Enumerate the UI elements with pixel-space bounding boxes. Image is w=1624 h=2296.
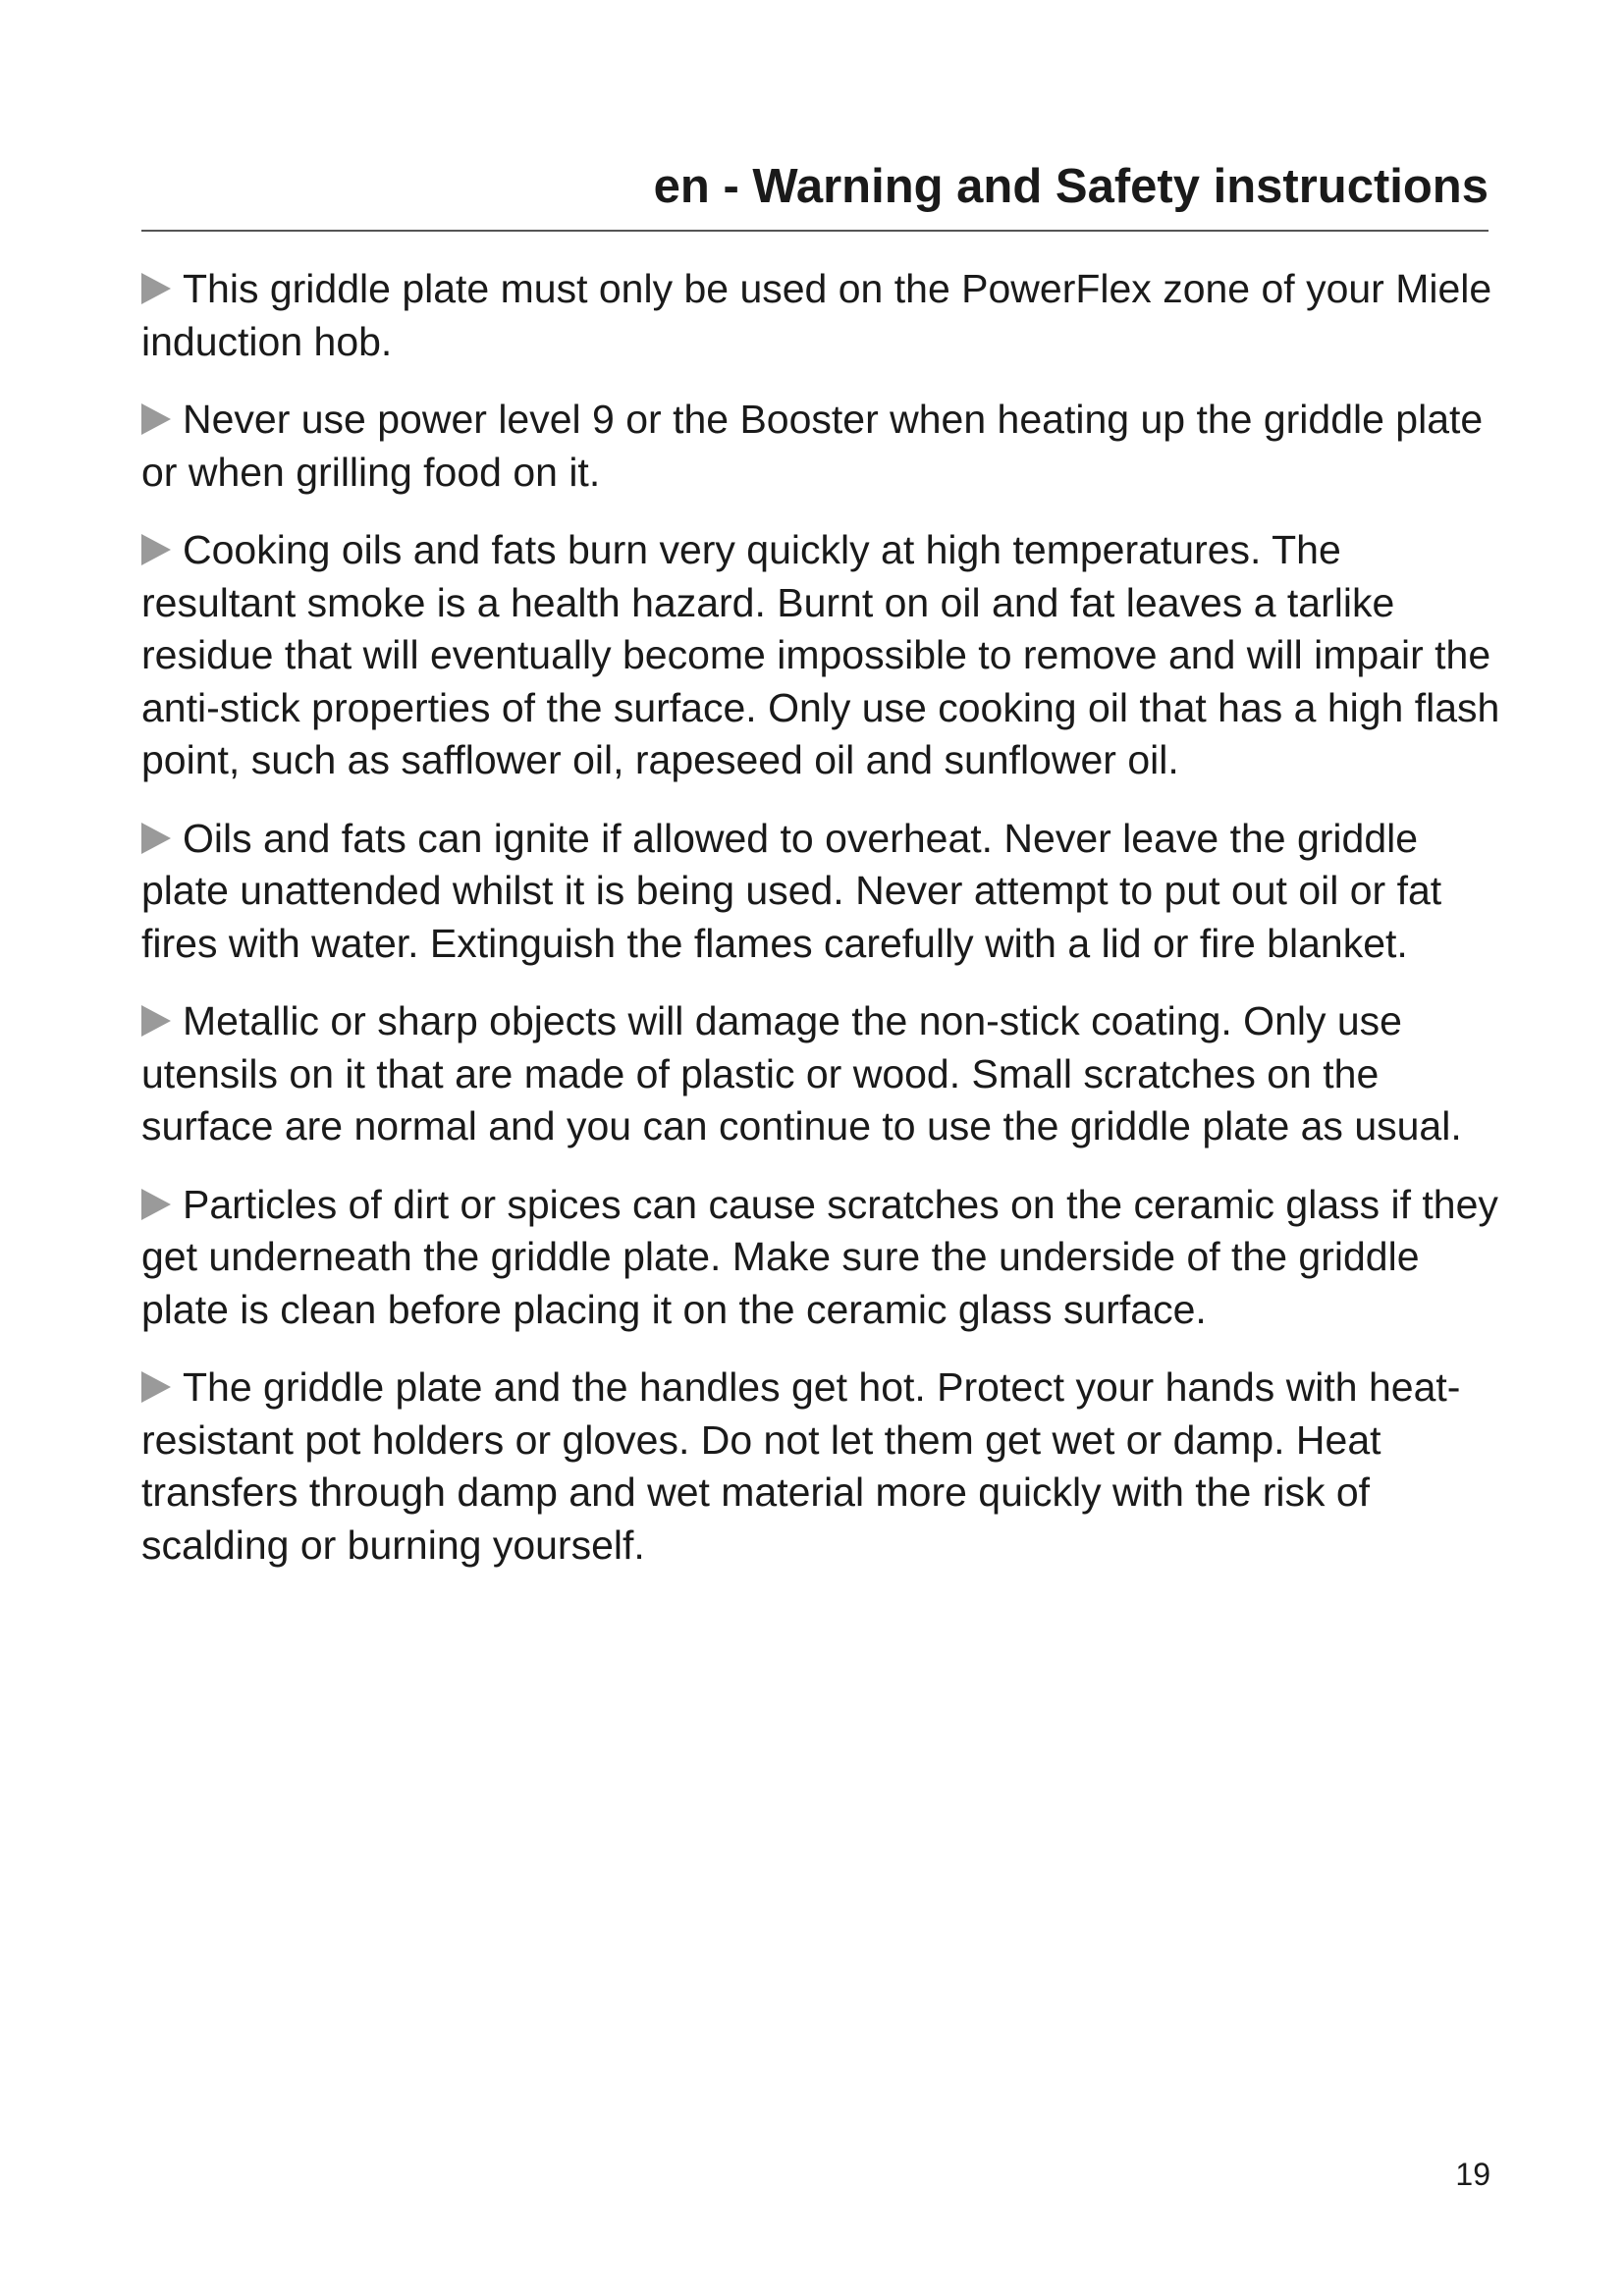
instruction-item — [141, 1362, 1501, 1572]
bullet-arrow-icon — [141, 403, 171, 435]
instruction-text: This griddle plate must only be used on the PowerFlex zone of your Miele induction hob. — [141, 266, 1492, 364]
instruction-text: Oils and fats can ignite if allowed to overheat. Never leave the griddle plate unattended whilst it is being used. Never attempt to put out oil or fat fires with water. Extinguish the flames carefully with a lid or fire blanket. — [141, 815, 1442, 966]
bullet-arrow-icon — [141, 273, 171, 304]
section-title: en - Warning and Safety instructions — [653, 160, 1489, 213]
bullet-arrow-icon — [141, 534, 171, 565]
instruction-text: Never use power level 9 or the Booster when heating up the griddle plate or when grilling food on it. — [141, 397, 1484, 495]
instruction-item — [141, 524, 1501, 787]
page-number: 19 — [1455, 2157, 1490, 2192]
instruction-text: Cooking oils and fats burn very quickly at high temperatures. The resultant smoke is a health hazard. Burnt on oil and fat leaves a tarlike residue that will eventually become impossible to remove and will impair the anti-stick properties of the surface. Only use cooking oil that has a high flash point, such as safflower oil, rapeseed oil and sunflower oil. — [141, 527, 1500, 782]
safety-instructions-list — [141, 263, 1501, 1597]
bullet-arrow-icon — [141, 823, 171, 854]
bullet-arrow-icon — [141, 1005, 171, 1037]
instruction-item — [141, 1179, 1501, 1337]
instruction-item — [141, 995, 1501, 1153]
instruction-item — [141, 263, 1501, 368]
page-header — [141, 157, 1489, 232]
instruction-item — [141, 394, 1501, 499]
bullet-arrow-icon — [141, 1189, 171, 1220]
instruction-text: The griddle plate and the handles get hot. Protect your hands with heat-resistant pot holders or gloves. Do not let them get wet or damp. Heat transfers through damp and wet material more quickly with the risk of scalding or burning yourself. — [141, 1364, 1461, 1568]
bullet-arrow-icon — [141, 1371, 171, 1403]
instruction-item — [141, 813, 1501, 971]
instruction-text: Particles of dirt or spices can cause scratches on the ceramic glass if they get underneath the griddle plate. Make sure the underside of the griddle plate is clean before placing it on the ceramic glass surface. — [141, 1181, 1498, 1332]
instruction-text: Metallic or sharp objects will damage the non-stick coating. Only use utensils on it that are made of plastic or wood. Small scratches on the surface are normal and you can continue to use the griddle plate as usual. — [141, 998, 1462, 1148]
